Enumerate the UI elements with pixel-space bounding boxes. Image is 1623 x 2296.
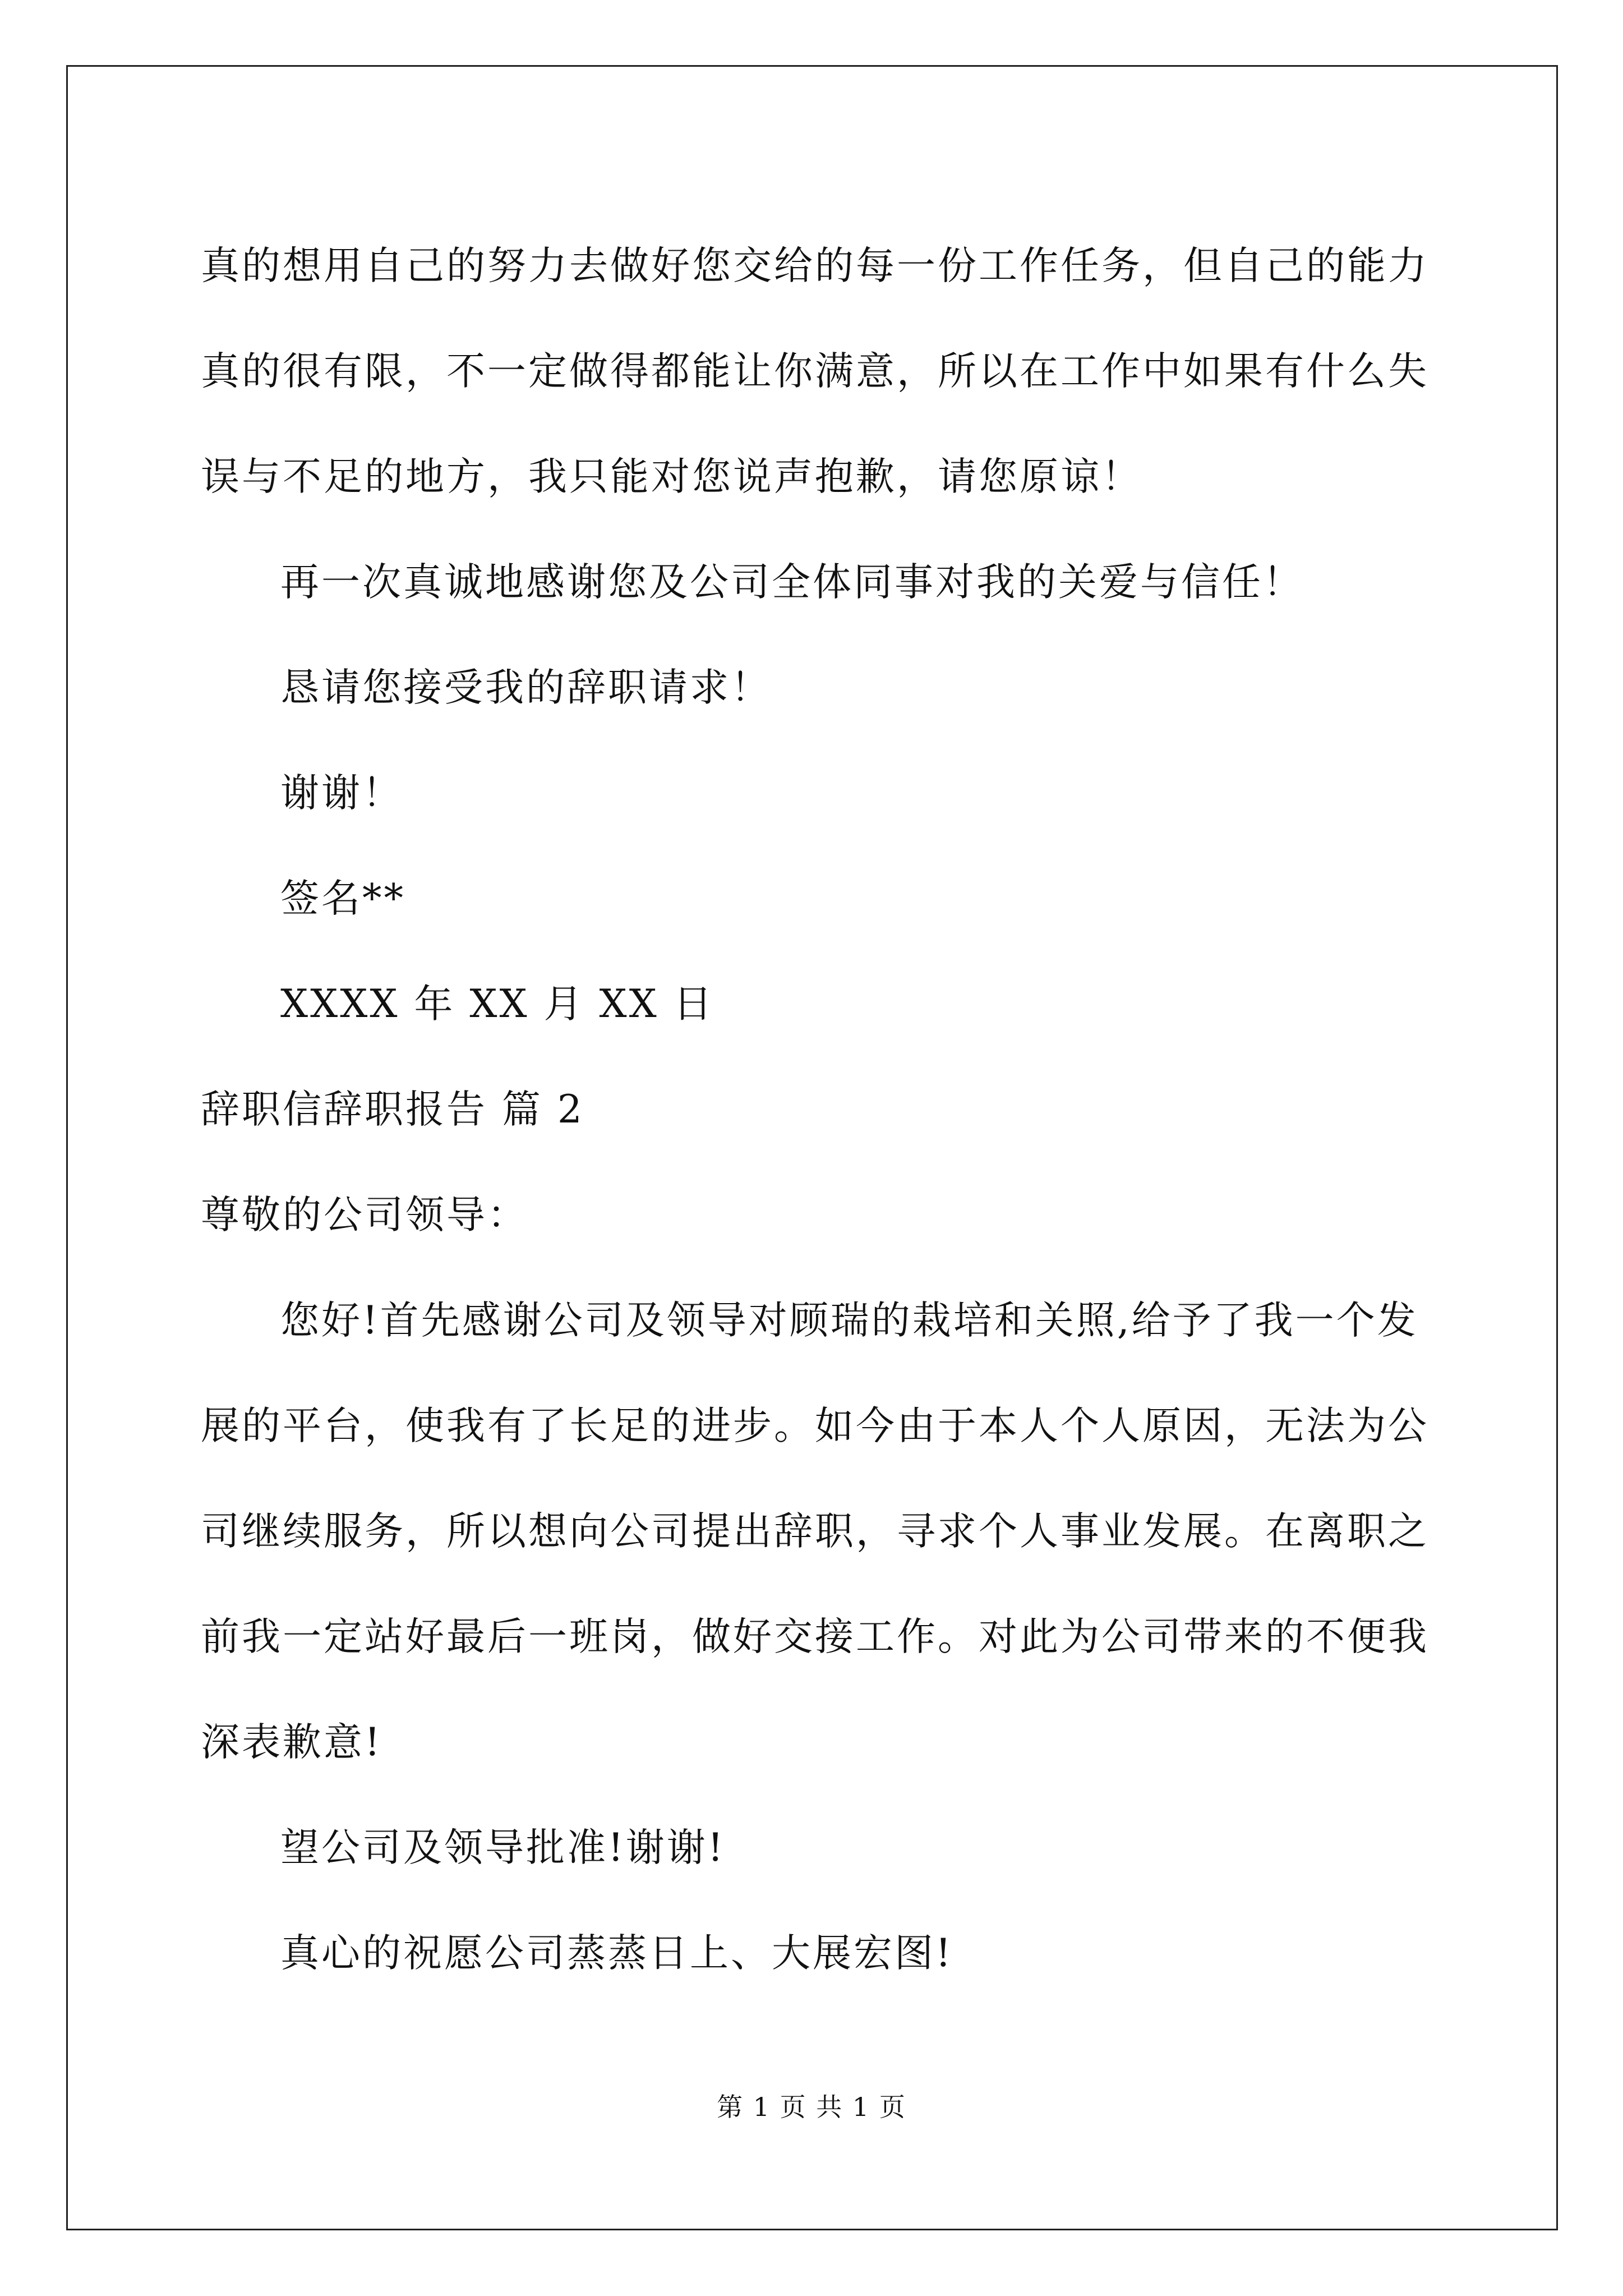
text-line: 真心的祝愿公司蒸蒸日上、大展宏图! <box>280 1931 953 1976</box>
text-line: XXXX 年 XX 月 XX 日 <box>280 982 714 1027</box>
document-body <box>201 213 1435 2006</box>
salutation <box>201 1162 1435 1268</box>
signature <box>201 846 1435 951</box>
paragraph-thanks <box>201 530 1435 635</box>
text-line: 望公司及领导批准!谢谢! <box>280 1825 726 1870</box>
paragraph-body <box>201 1268 1435 1795</box>
paragraph-closing <box>201 740 1435 846</box>
text-line: 再一次真诚地感谢您及公司全体同事对我的关爱与信任！ <box>280 560 1304 605</box>
text-line: 真的想用自己的努力去做好您交给的每一份工作任务，但自己的能力 <box>201 243 1429 288</box>
text-line: 谢谢！ <box>280 771 403 816</box>
paragraph-approval <box>201 1795 1435 1901</box>
paragraph-continued <box>201 213 1435 530</box>
text-line: 深表歉意! <box>201 1720 382 1765</box>
section-heading <box>201 1057 1435 1162</box>
text-line: 尊敬的公司领导： <box>201 1193 528 1237</box>
text-line: 辞职信辞职报告 篇 2 <box>201 1087 584 1132</box>
text-line: 真的很有限，不一定做得都能让你满意，所以在工作中如果有什么失 <box>201 349 1429 394</box>
text-line: 前我一定站好最后一班岗，做好交接工作。对此为公司带来的不便我 <box>201 1614 1429 1659</box>
paragraph-request <box>201 635 1435 740</box>
text-line: 您好!首先感谢公司及领导对顾瑞的栽培和关照,给予了我一个发 <box>280 1298 1418 1343</box>
text-line: 司继续服务，所以想向公司提出辞职，寻求个人事业发展。在离职之 <box>201 1509 1429 1554</box>
paragraph-wishes <box>201 1901 1435 2006</box>
text-line: 误与不足的地方，我只能对您说声抱歉，请您原谅！ <box>201 454 1142 499</box>
text-line: 恳请您接受我的辞职请求！ <box>280 665 772 710</box>
date-line <box>201 951 1435 1057</box>
text-line: 签名** <box>280 876 405 921</box>
page-footer: 第 1 页 共 1 页 <box>717 2092 906 2122</box>
text-line: 展的平台，使我有了长足的进步。如今由于本人个人原因，无法为公 <box>201 1404 1429 1448</box>
